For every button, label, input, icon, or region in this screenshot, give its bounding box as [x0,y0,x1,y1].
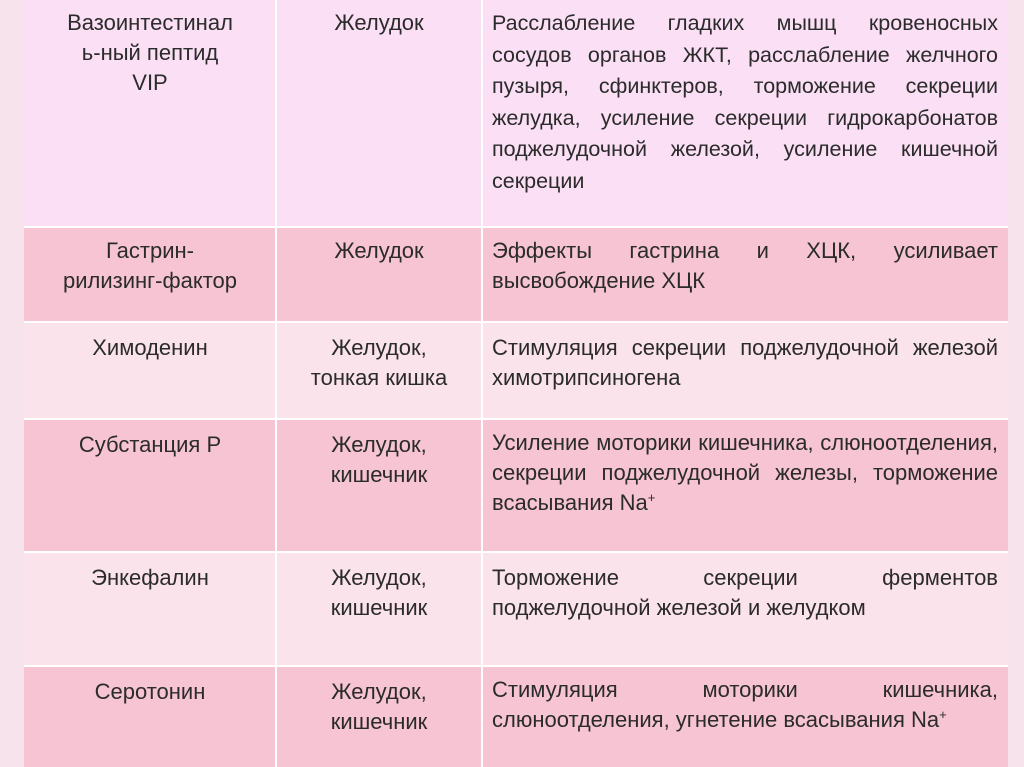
row-divider [24,226,1008,228]
row-divider [24,418,1008,420]
location-cell: Желудок [334,238,424,263]
effect-cell [482,0,1008,226]
table-row [24,420,1008,551]
effect-cell [482,420,1008,551]
effect-cell [482,323,1008,418]
effect-cell [482,228,1008,321]
substance-cell: Субстанция Р [78,432,222,457]
effect-text: Стимуляция моторики кишечника, слюноотделения, угнетение всасывания Na+ [492,677,998,732]
column-divider [275,0,277,767]
table-row [24,0,1008,226]
effect-text: Усиление моторики кишечника, слюноотделения, секреции поджелудочной железы, торможение всасывания Na+ [492,430,998,515]
hormone-table [24,0,1008,767]
effect-text: Расслабление гладких мышц кровеносных сосудов органов ЖКТ, расслабление желчного пузыря, сфинктеров, торможение секреции желудка, усиление секреции гидрокарбонатов поджелудочной железой, усиление кишечной секреции [492,11,998,193]
row-divider [24,321,1008,323]
effect-text: Торможение секреции ферментов поджелудочной железой и желудком [492,565,998,620]
location-cell: Желудок [334,10,424,35]
table-row [24,323,1008,418]
effect-text: Стимуляция секреции поджелудочной железой химотрипсиногена [492,335,998,390]
table-row [24,553,1008,665]
substance-cell: Энкефалин [91,565,209,590]
location-cell: Желудок, кишечник [330,565,428,620]
location-cell: Желудок, кишечник [330,679,428,734]
effect-text: Эффекты гастрина и ХЦК, усиливает высвобождение ХЦК [492,238,998,293]
table-row [24,667,1008,767]
column-divider [481,0,483,767]
superscript-plus: + [939,707,947,722]
superscript-plus: + [647,490,656,505]
location-cell: Желудок, тонкая кишка [310,335,448,390]
table-row [24,228,1008,321]
row-divider [24,665,1008,667]
location-cell: Желудок, кишечник [330,432,428,487]
substance-cell: Вазоинтестинал ь-ный пептид VIP [67,10,233,95]
effect-cell [482,667,1008,767]
substance-cell: Серотонин [94,679,206,704]
substance-cell: Химоденин [92,335,208,360]
substance-cell: Гастрин- рилизинг-фактор [62,238,238,293]
effect-cell [482,553,1008,665]
row-divider [24,551,1008,553]
